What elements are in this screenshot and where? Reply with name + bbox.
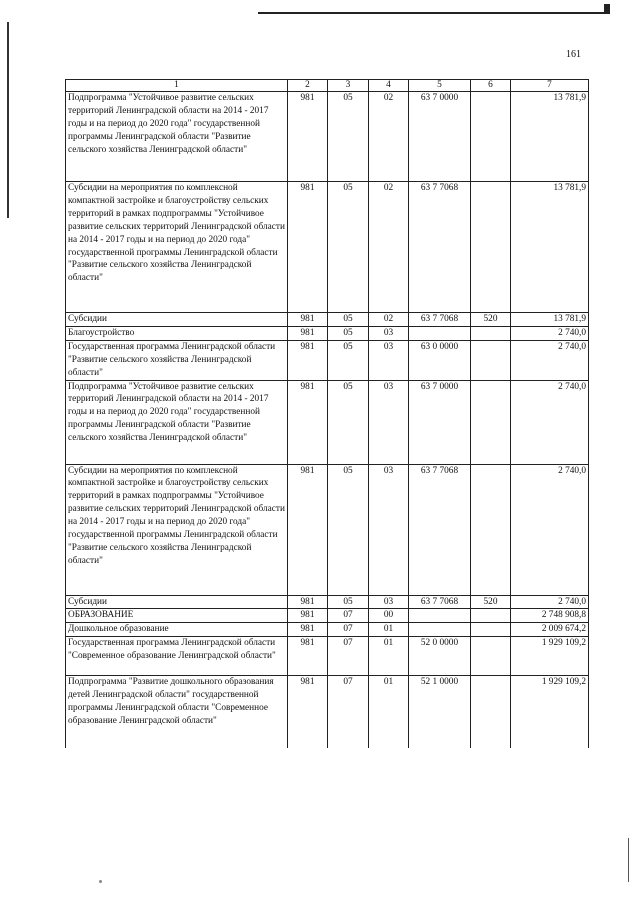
row-subsection: 00 <box>369 609 409 623</box>
table-row <box>66 595 589 609</box>
row-grbs: 981 <box>288 326 328 340</box>
row-target-article: 63 7 7068 <box>409 464 471 595</box>
row-subsection: 02 <box>369 313 409 327</box>
column-header: 4 <box>369 80 409 92</box>
row-sum: 13 781,9 <box>511 182 589 313</box>
row-name: Государственная программа Ленинградской области "Развитие сельского хозяйства Ленинградской области" <box>66 340 288 380</box>
row-sum: 1 929 109,2 <box>511 637 589 676</box>
column-header: 7 <box>511 80 589 92</box>
row-grbs: 981 <box>288 340 328 380</box>
row-section: 05 <box>328 313 369 327</box>
row-sum: 13 781,9 <box>511 313 589 327</box>
row-grbs: 981 <box>288 609 328 623</box>
row-expense-type <box>471 340 511 380</box>
row-grbs: 981 <box>288 313 328 327</box>
row-target-article: 52 0 0000 <box>409 637 471 676</box>
table-row <box>66 464 589 595</box>
row-subsection: 03 <box>369 380 409 464</box>
row-sum: 2 740,0 <box>511 380 589 464</box>
row-expense-type: 520 <box>471 595 511 609</box>
row-target-article: 63 0 0000 <box>409 340 471 380</box>
row-sum: 2 009 674,2 <box>511 623 589 637</box>
row-grbs: 981 <box>288 623 328 637</box>
row-target-article: 63 7 7068 <box>409 595 471 609</box>
row-expense-type <box>471 609 511 623</box>
scan-speck <box>99 880 102 883</box>
table-row <box>66 340 589 380</box>
row-expense-type <box>471 637 511 676</box>
row-expense-type <box>471 182 511 313</box>
row-expense-type: 520 <box>471 313 511 327</box>
row-expense-type <box>471 380 511 464</box>
table-row <box>66 609 589 623</box>
table-row <box>66 637 589 676</box>
row-expense-type <box>471 326 511 340</box>
row-sum: 2 740,0 <box>511 595 589 609</box>
column-header: 3 <box>328 80 369 92</box>
row-sum: 2 740,0 <box>511 326 589 340</box>
row-name: Подпрограмма "Устойчивое развитие сельских территорий Ленинградской области на 2014 - 2017 годы и на период до 2020 года" государственной программы Ленинградской области "Развитие сельского хозяйства Ленинградской области" <box>66 380 288 464</box>
column-header: 5 <box>409 80 471 92</box>
row-subsection: 02 <box>369 92 409 182</box>
row-subsection: 02 <box>369 182 409 313</box>
row-name: Субсидии на мероприятия по комплексной компактной застройке и благоустройству сельских территорий в рамках подпрограммы "Устойчивое развитие сельских территорий Ленинградской области на 2014 - 2017 годы и на период до 2020 года" государственной программы Ленинградской области "Развитие сельского хозяйства Ленинградской области" <box>66 464 288 595</box>
row-subsection: 03 <box>369 464 409 595</box>
row-sum: 2 740,0 <box>511 464 589 595</box>
row-subsection: 03 <box>369 340 409 380</box>
row-subsection: 01 <box>369 676 409 748</box>
column-header: 2 <box>288 80 328 92</box>
row-target-article: 52 1 0000 <box>409 676 471 748</box>
row-target-article: 63 7 7068 <box>409 182 471 313</box>
table-row <box>66 313 589 327</box>
row-grbs: 981 <box>288 676 328 748</box>
row-section: 05 <box>328 182 369 313</box>
row-expense-type <box>471 92 511 182</box>
row-target-article: 63 7 0000 <box>409 380 471 464</box>
row-section: 05 <box>328 464 369 595</box>
scan-edge-line-left <box>7 22 9 218</box>
page-number: 161 <box>566 49 581 60</box>
table-row <box>66 182 589 313</box>
row-sum: 1 929 109,2 <box>511 676 589 748</box>
row-expense-type <box>471 676 511 748</box>
row-name: Государственная программа Ленинградской области "Современное образование Ленинградской области" <box>66 637 288 676</box>
row-section: 07 <box>328 637 369 676</box>
row-subsection: 03 <box>369 326 409 340</box>
row-section: 07 <box>328 623 369 637</box>
table-row <box>66 623 589 637</box>
row-name: Субсидии <box>66 313 288 327</box>
column-header: 6 <box>471 80 511 92</box>
row-target-article <box>409 623 471 637</box>
row-section: 07 <box>328 609 369 623</box>
row-expense-type <box>471 623 511 637</box>
row-subsection: 01 <box>369 637 409 676</box>
table-row <box>66 92 589 182</box>
column-header: 1 <box>66 80 288 92</box>
row-name: Подпрограмма "Развитие дошкольного образования детей Ленинградской области" государственной программы Ленинградской области "Современное образование Ленинградской области" <box>66 676 288 748</box>
row-sum: 2 740,0 <box>511 340 589 380</box>
row-name: Субсидии на мероприятия по комплексной компактной застройке и благоустройству сельских территорий в рамках подпрограммы "Устойчивое развитие сельских территорий Ленинградской области на 2014 - 2017 годы и на период до 2020 года" государственной программы Ленинградской области "Развитие сельского хозяйства Ленинградской области" <box>66 182 288 313</box>
row-grbs: 981 <box>288 595 328 609</box>
row-grbs: 981 <box>288 637 328 676</box>
row-grbs: 981 <box>288 92 328 182</box>
row-subsection: 03 <box>369 595 409 609</box>
scan-edge-mark <box>604 4 610 14</box>
row-target-article: 63 7 0000 <box>409 92 471 182</box>
scan-edge-line-right <box>628 838 629 882</box>
row-section: 05 <box>328 380 369 464</box>
row-expense-type <box>471 464 511 595</box>
row-name: Благоустройство <box>66 326 288 340</box>
table-header-row <box>66 80 589 92</box>
row-name: Подпрограмма "Устойчивое развитие сельских территорий Ленинградской области на 2014 - 2017 годы и на период до 2020 года" государственной программы Ленинградской области "Развитие сельского хозяйства Ленинградской области" <box>66 92 288 182</box>
row-sum: 13 781,9 <box>511 92 589 182</box>
row-grbs: 981 <box>288 380 328 464</box>
row-section: 05 <box>328 595 369 609</box>
row-grbs: 981 <box>288 182 328 313</box>
row-section: 05 <box>328 326 369 340</box>
row-name: ОБРАЗОВАНИЕ <box>66 609 288 623</box>
row-sum: 2 748 908,8 <box>511 609 589 623</box>
table-row <box>66 676 589 748</box>
row-target-article: 63 7 7068 <box>409 313 471 327</box>
row-subsection: 01 <box>369 623 409 637</box>
row-target-article <box>409 609 471 623</box>
budget-table <box>65 79 589 748</box>
row-section: 07 <box>328 676 369 748</box>
row-target-article <box>409 326 471 340</box>
table-row <box>66 380 589 464</box>
scan-edge-line <box>258 12 610 14</box>
row-grbs: 981 <box>288 464 328 595</box>
row-name: Дошкольное образование <box>66 623 288 637</box>
row-section: 05 <box>328 340 369 380</box>
table-row <box>66 326 589 340</box>
row-name: Субсидии <box>66 595 288 609</box>
row-section: 05 <box>328 92 369 182</box>
